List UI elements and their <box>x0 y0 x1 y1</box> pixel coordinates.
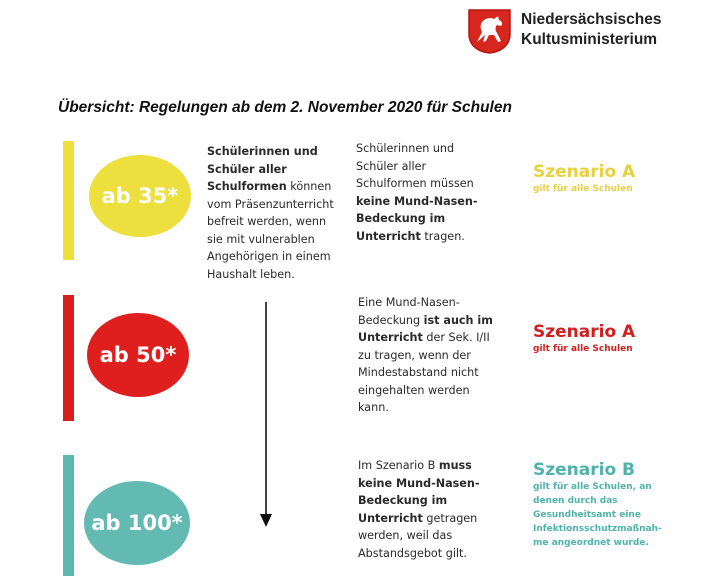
scenario-b-teal <box>533 460 673 550</box>
scenario-subtitle: gilt für alle Schulen <box>533 344 633 354</box>
down-arrow-icon <box>259 302 273 528</box>
row1-col2-part2: tragen. <box>420 229 465 243</box>
row1-col2-part1: Schülerinnen und Schüler aller Schulformen müssen <box>356 142 474 190</box>
scenario-a-red <box>533 322 635 356</box>
row2-col2-text <box>358 294 498 417</box>
row3-col2-part2: getragen werden, weil das Abstandsgebot gilt. <box>358 511 478 560</box>
red-bar <box>63 295 74 421</box>
row1-col1-text <box>207 143 342 283</box>
row2-col2-bold: ist auch im Unterricht <box>358 313 493 344</box>
ministry-name <box>521 10 661 50</box>
row1-col1-bold: Schülerinnen und Schüler aller Schulformen <box>207 145 318 193</box>
row1-col2-bold: keine Mund-Nasen-Bedeckung im Unterricht <box>356 194 478 243</box>
row1-col2-text <box>356 140 491 245</box>
scenario-title: Szenario A <box>533 162 636 182</box>
lower-saxony-horse-logo <box>467 8 512 54</box>
threshold-100-circle: ab 100* <box>84 481 190 565</box>
yellow-bar <box>63 141 74 260</box>
row3-col2-bold: muss keine Mund-Nasen-Bedeckung im Unterricht <box>358 459 480 525</box>
threshold-50-circle: ab 50* <box>87 313 189 397</box>
row3-col2-text <box>358 457 498 562</box>
ministry-name-line2: Kultusministerium <box>521 31 658 48</box>
scenario-subtitle: gilt für alle Schulen <box>533 184 633 194</box>
row3-col2-part1: Im Szenario B <box>358 459 439 472</box>
scenario-subtitle: gilt für alle Schulen, an denen durch das Gesundheitsamt eine Infektionsschutzmaßnah-me angeordnet wurde. <box>533 482 662 548</box>
row2-col2-part2: der Sek. I/II zu tragen, wenn der Mindestabstand nicht eingehalten werden kann. <box>358 331 490 414</box>
threshold-35-circle: ab 35* <box>89 155 191 237</box>
page-title: Übersicht: Regelungen ab dem 2. November 2020 für Schulen <box>58 99 512 116</box>
ministry-name-line1: Niedersächsisches <box>521 11 662 28</box>
teal-bar <box>63 455 74 576</box>
row1-col1-rest: können vom Präsenzunterricht befreit werden, wenn sie mit vulnerablen Angehörigen in einem Haushalt leben. <box>207 180 334 281</box>
scenario-a-yellow <box>533 162 635 196</box>
row2-col2-part1: Eine Mund-Nasen-Bedeckung <box>358 296 460 327</box>
scenario-title: Szenario B <box>533 460 636 480</box>
scenario-title: Szenario A <box>533 322 636 342</box>
